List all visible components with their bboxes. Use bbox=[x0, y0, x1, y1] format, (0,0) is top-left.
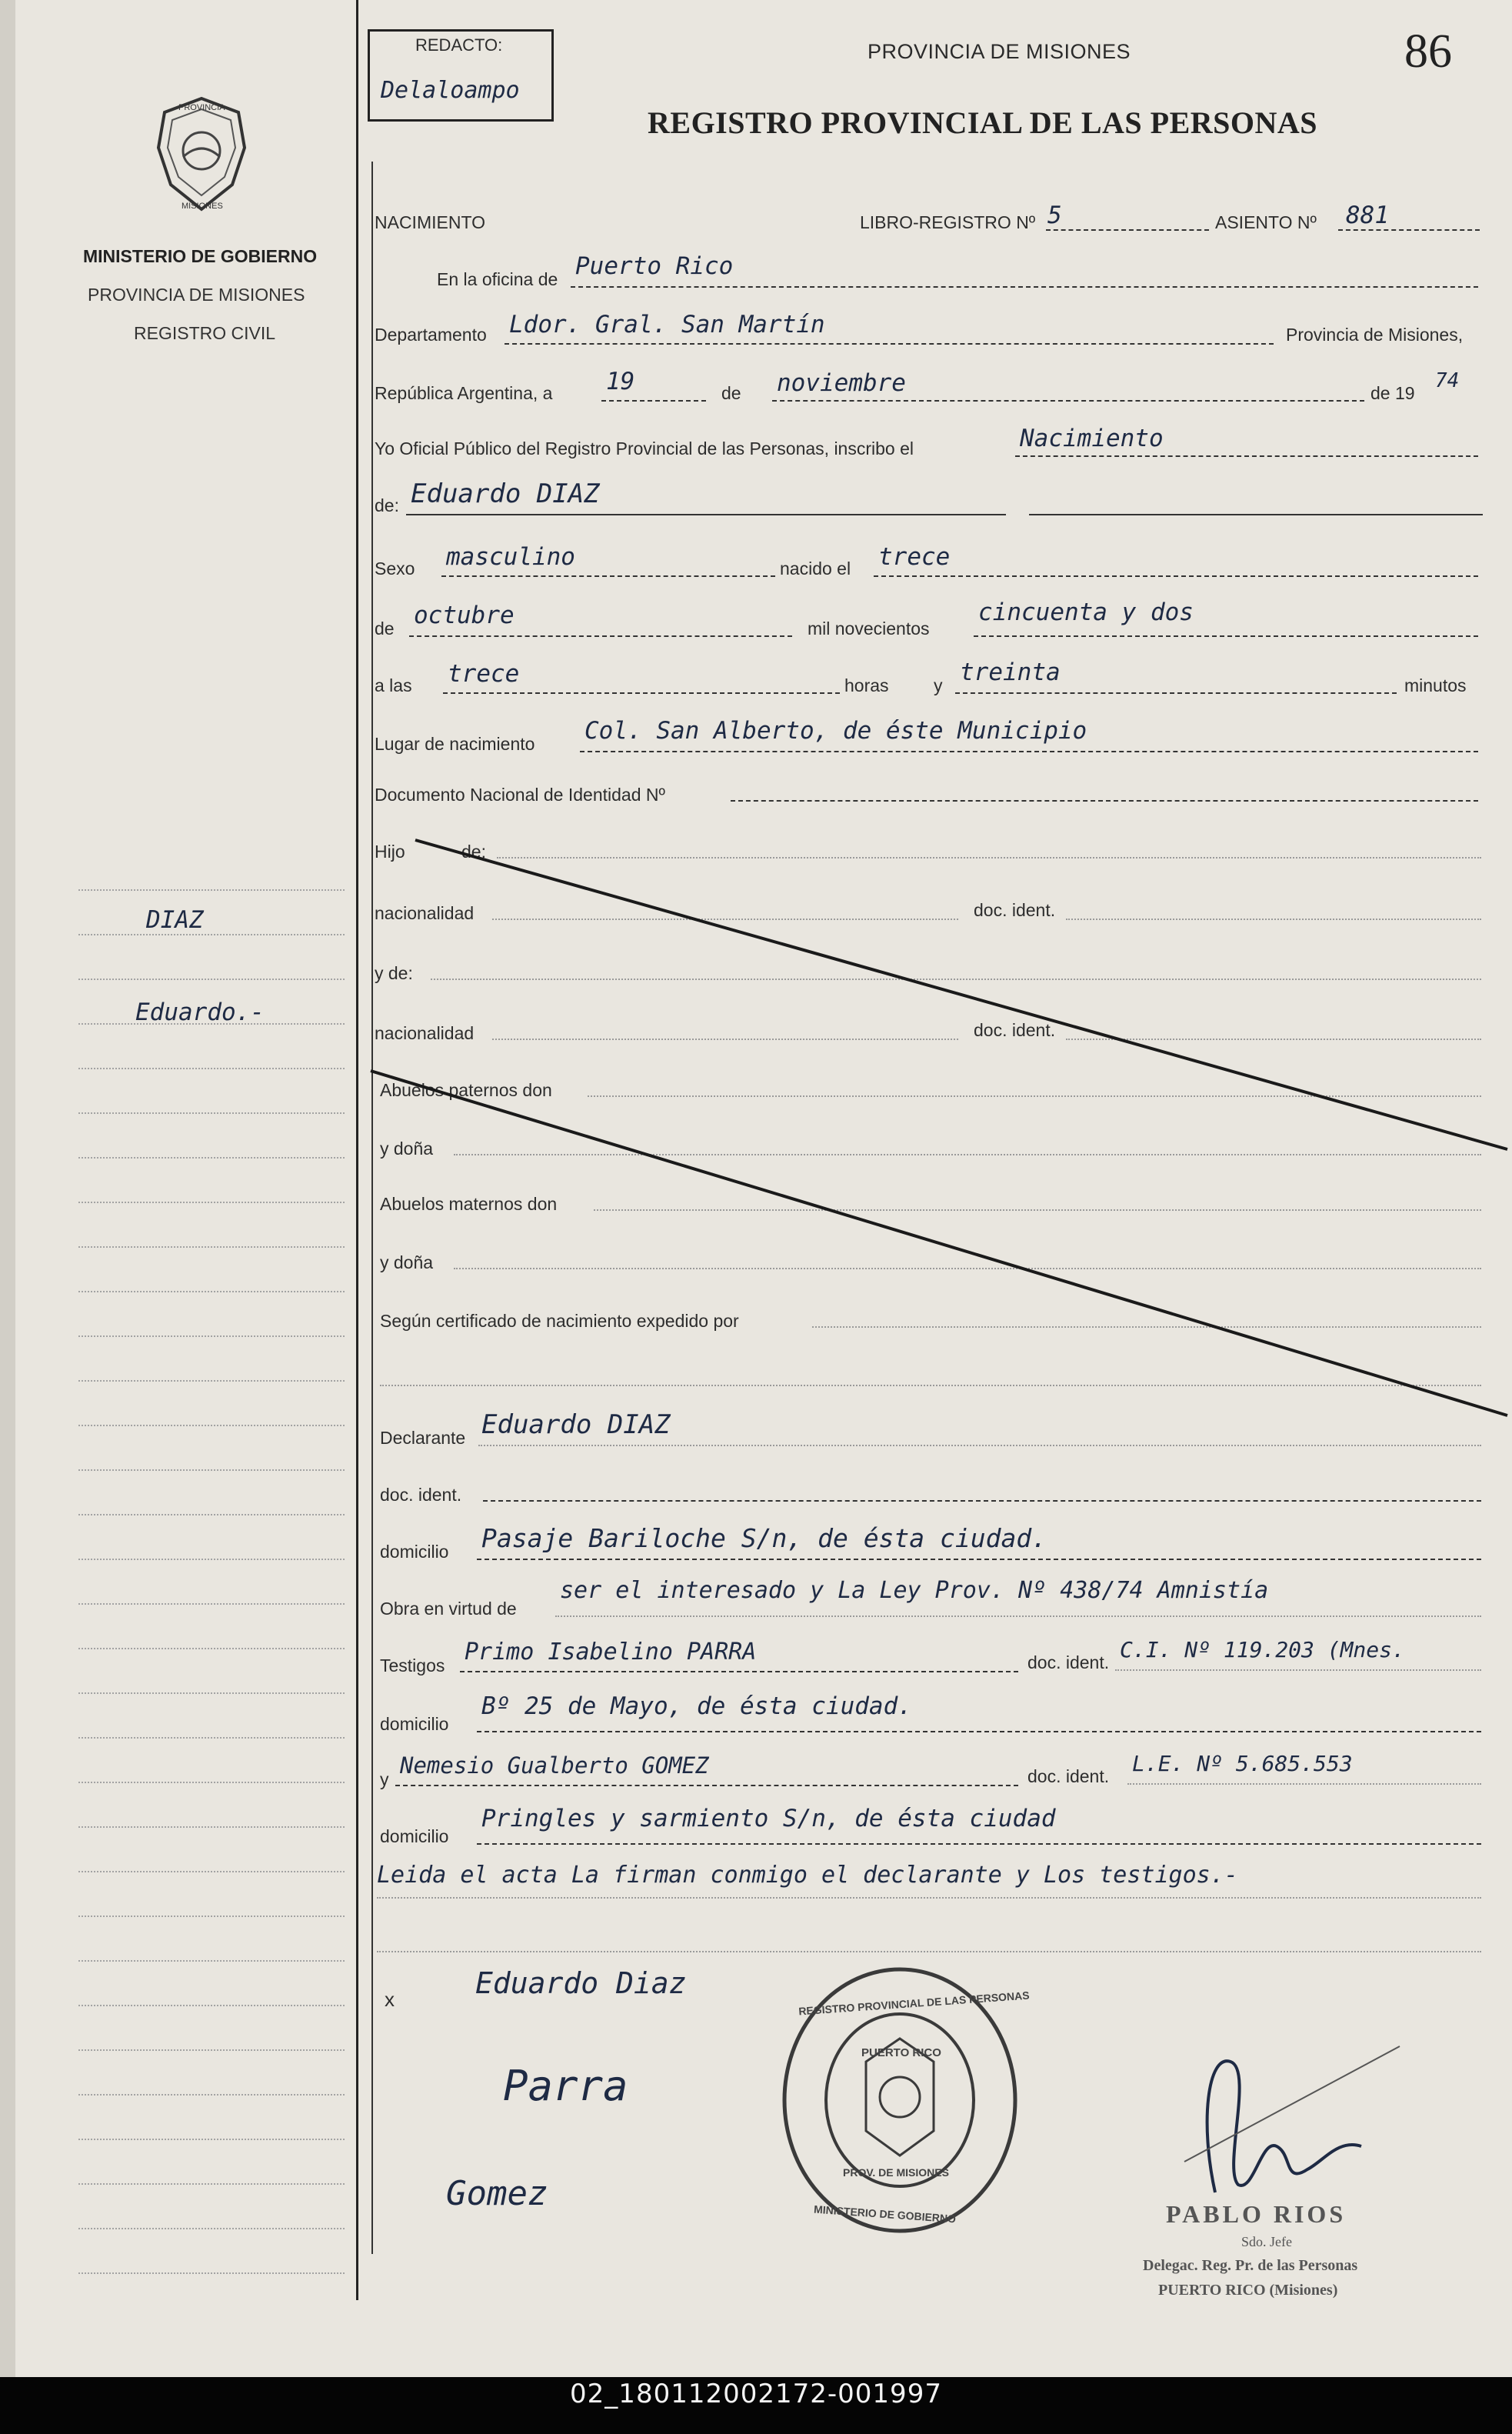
province-suffix: Provincia de Misiones, bbox=[1286, 325, 1464, 345]
side-index-line bbox=[78, 1826, 345, 1828]
x-mark: x bbox=[385, 1988, 395, 2011]
y-dona-1-label: y doña bbox=[380, 1139, 434, 1159]
a-las-label: a las bbox=[375, 675, 412, 695]
stamp-ministry-text: MINISTERIO DE GOBIERNO bbox=[813, 2202, 957, 2226]
person-value: Eduardo DIAZ bbox=[411, 478, 600, 509]
blank-line-1 bbox=[377, 1951, 1481, 1952]
testigo2-signature: Gomez bbox=[446, 2174, 548, 2213]
book-label: LIBRO-REGISTRO Nº bbox=[860, 212, 1036, 232]
place-value: Col. San Alberto, de éste Municipio bbox=[584, 717, 1087, 745]
side-index-line bbox=[78, 2005, 345, 2006]
side-ministry: MINISTERIO DE GOBIERNO bbox=[83, 246, 318, 266]
obra-value: ser el interesado y La Ley Prov. Nº 438/74 Amnistía bbox=[560, 1577, 1269, 1604]
side-index-line bbox=[78, 1469, 345, 1471]
redacto-signature: Delaloampo bbox=[381, 77, 520, 104]
side-index-line bbox=[78, 1916, 345, 1917]
hora-label: horas bbox=[844, 675, 889, 695]
side-index-line bbox=[78, 1559, 345, 1560]
department-value: Ldor. Gral. San Martín bbox=[509, 311, 825, 338]
side-index-line bbox=[78, 1514, 345, 1515]
side-index-line bbox=[78, 2139, 345, 2140]
obra-label: Obra en virtud de bbox=[380, 1599, 517, 1619]
abuelos-paternos-label: Abuelos paternos don bbox=[380, 1080, 552, 1100]
testigo1-doc-line bbox=[1115, 1669, 1481, 1671]
official-signature-icon bbox=[1169, 2031, 1415, 2216]
de-colon-label: de: bbox=[375, 495, 399, 515]
year-value: 74 bbox=[1435, 369, 1460, 392]
testigo1-dom-line bbox=[477, 1731, 1481, 1732]
side-index-line bbox=[78, 1603, 345, 1605]
testigo2-line bbox=[395, 1785, 1018, 1786]
testigo2-doc-line bbox=[1127, 1783, 1481, 1785]
year-label: de 19 bbox=[1370, 383, 1415, 403]
month-value: noviembre bbox=[777, 369, 906, 397]
y-dona-2-label: y doña bbox=[380, 1252, 434, 1272]
seal-bottom-text: MISIONES bbox=[182, 202, 223, 211]
side-index-line bbox=[78, 1871, 345, 1872]
declarante-line bbox=[478, 1445, 1481, 1446]
de-label: de bbox=[721, 383, 741, 403]
inscribo-label: Yo Oficial Público del Registro Provincial de las Personas, inscribo el bbox=[375, 438, 914, 458]
obra-line bbox=[555, 1615, 1481, 1617]
side-index-line bbox=[78, 1692, 345, 1694]
decl-doc-label: doc. ident. bbox=[380, 1485, 462, 1505]
side-index-line bbox=[78, 2228, 345, 2229]
official-city: PUERTO RICO (Misiones) bbox=[1158, 2282, 1338, 2299]
testigo2-dom-label: domicilio bbox=[380, 1826, 449, 1846]
entry-label: ASIENTO Nº bbox=[1215, 212, 1317, 232]
doc-ident-1-label: doc. ident. bbox=[974, 900, 1056, 920]
department-label: Departamento bbox=[375, 325, 487, 345]
testigo1-dom-value: Bº 25 de Mayo, de ésta ciudad. bbox=[481, 1692, 912, 1720]
closing-line bbox=[377, 1897, 1481, 1899]
republic-label: República Argentina, a bbox=[375, 383, 553, 403]
decl-domicilio-label: domicilio bbox=[380, 1542, 449, 1562]
sex-value: masculino bbox=[446, 543, 575, 571]
page-number: 86 bbox=[1404, 25, 1452, 78]
born-label: nacido el bbox=[780, 558, 851, 578]
testigo2-dom-line bbox=[477, 1843, 1481, 1845]
born-month-value: octubre bbox=[414, 602, 515, 629]
side-index-line bbox=[78, 1648, 345, 1649]
side-registry: REGISTRO CIVIL bbox=[134, 323, 276, 343]
side-index-line bbox=[78, 2272, 345, 2274]
header-province: PROVINCIA DE MISIONES bbox=[868, 40, 1131, 63]
office-label: En la oficina de bbox=[437, 269, 558, 289]
dni-label: Documento Nacional de Identidad Nº bbox=[375, 785, 665, 805]
stamp-inner-top: PUERTO RICO bbox=[861, 2046, 941, 2059]
scan-caption: 02_180112002172-001997 bbox=[570, 2379, 942, 2409]
side-index-line bbox=[78, 2094, 345, 2096]
redacto-label: REDACTO: bbox=[415, 35, 503, 55]
declarante-value: Eduardo DIAZ bbox=[481, 1409, 671, 1440]
stamp-inner-bottom: PROV. DE MISIONES bbox=[843, 2166, 949, 2179]
side-surname: DIAZ bbox=[146, 906, 204, 934]
official-office: Delegac. Reg. Pr. de las Personas bbox=[1143, 2257, 1358, 2274]
day-value: 19 bbox=[606, 368, 635, 395]
decl-doc-line bbox=[483, 1500, 1481, 1502]
side-index-line bbox=[78, 2183, 345, 2185]
testigo1-line bbox=[460, 1671, 1018, 1672]
born-day-value: trece bbox=[878, 543, 951, 571]
testigo1-signature: Parra bbox=[503, 2062, 628, 2110]
declarante-signature: Eduardo Diaz bbox=[475, 1966, 687, 2000]
testigo1-value: Primo Isabelino PARRA bbox=[465, 1639, 757, 1665]
minutes-value: treinta bbox=[960, 659, 1061, 686]
testigo1-doc-value: C.I. Nº 119.203 (Mnes. bbox=[1120, 1637, 1405, 1662]
testigo2-prefix: y bbox=[380, 1769, 389, 1789]
inscribo-value: Nacimiento bbox=[1020, 425, 1164, 452]
testigo2-doc-value: L.E. Nº 5.685.553 bbox=[1132, 1751, 1353, 1776]
testigo2-doc-label: doc. ident. bbox=[1027, 1766, 1110, 1786]
testigo1-dom-label: domicilio bbox=[380, 1714, 449, 1734]
decl-domicilio-value: Pasaje Bariloche S/n, de ésta ciudad. bbox=[481, 1523, 1047, 1553]
minutos-label: minutos bbox=[1404, 675, 1467, 695]
abuelos-maternos-label: Abuelos maternos don bbox=[380, 1194, 558, 1214]
testigo1-doc-label: doc. ident. bbox=[1027, 1652, 1110, 1672]
side-province: PROVINCIA DE MISIONES bbox=[88, 285, 305, 305]
side-given-name: Eduardo.- bbox=[135, 999, 265, 1026]
mil-label: mil novecientos bbox=[808, 619, 930, 639]
declarante-label: Declarante bbox=[380, 1428, 466, 1448]
header-registry: REGISTRO PROVINCIAL DE LAS PERSONAS bbox=[648, 105, 1318, 140]
official-role: Sdo. Jefe bbox=[1241, 2234, 1292, 2249]
nacionalidad-2-label: nacionalidad bbox=[375, 1023, 475, 1043]
nacionalidad-1-label: nacionalidad bbox=[375, 903, 475, 923]
side-index-line bbox=[78, 1737, 345, 1739]
testigo2-dom-value: Pringles y sarmiento S/n, de ésta ciudad bbox=[481, 1805, 1056, 1832]
y-label: y bbox=[934, 675, 943, 695]
y-de-label: y de: bbox=[375, 963, 413, 983]
entry-value: 881 bbox=[1346, 202, 1389, 229]
office-value: Puerto Rico bbox=[575, 252, 734, 280]
hour-value: trece bbox=[448, 660, 520, 688]
place-label: Lugar de nacimiento bbox=[375, 734, 535, 754]
hijo-label: Hijo bbox=[375, 842, 405, 862]
book-value: 5 bbox=[1047, 202, 1062, 229]
born-year-value: cincuenta y dos bbox=[978, 598, 1194, 626]
testigo2-value: Nemesio Gualberto GOMEZ bbox=[400, 1752, 709, 1779]
seal-top-text: PROVINCIA bbox=[178, 103, 225, 112]
certificado-label: Según certificado de nacimiento expedido por bbox=[380, 1311, 739, 1331]
side-index-line bbox=[78, 1782, 345, 1783]
sex-label: Sexo bbox=[375, 558, 415, 578]
side-index-line bbox=[78, 2049, 345, 2051]
decl-domicilio-line bbox=[477, 1559, 1481, 1560]
testigos-label: Testigos bbox=[380, 1655, 445, 1675]
side-index-line bbox=[78, 1960, 345, 1962]
stamp-outer-text: REGISTRO PROVINCIAL DE LAS PERSONAS bbox=[798, 1989, 1030, 2018]
act-type-label: NACIMIENTO bbox=[375, 212, 485, 232]
closing-value: Leida el acta La firman conmigo el declarante y Los testigos.- bbox=[377, 1862, 1238, 1889]
month-de-label: de bbox=[375, 619, 395, 639]
hijo-de-label: de: bbox=[461, 842, 486, 862]
doc-ident-2-label: doc. ident. bbox=[974, 1020, 1056, 1040]
official-name: PABLO RIOS bbox=[1166, 2200, 1347, 2228]
